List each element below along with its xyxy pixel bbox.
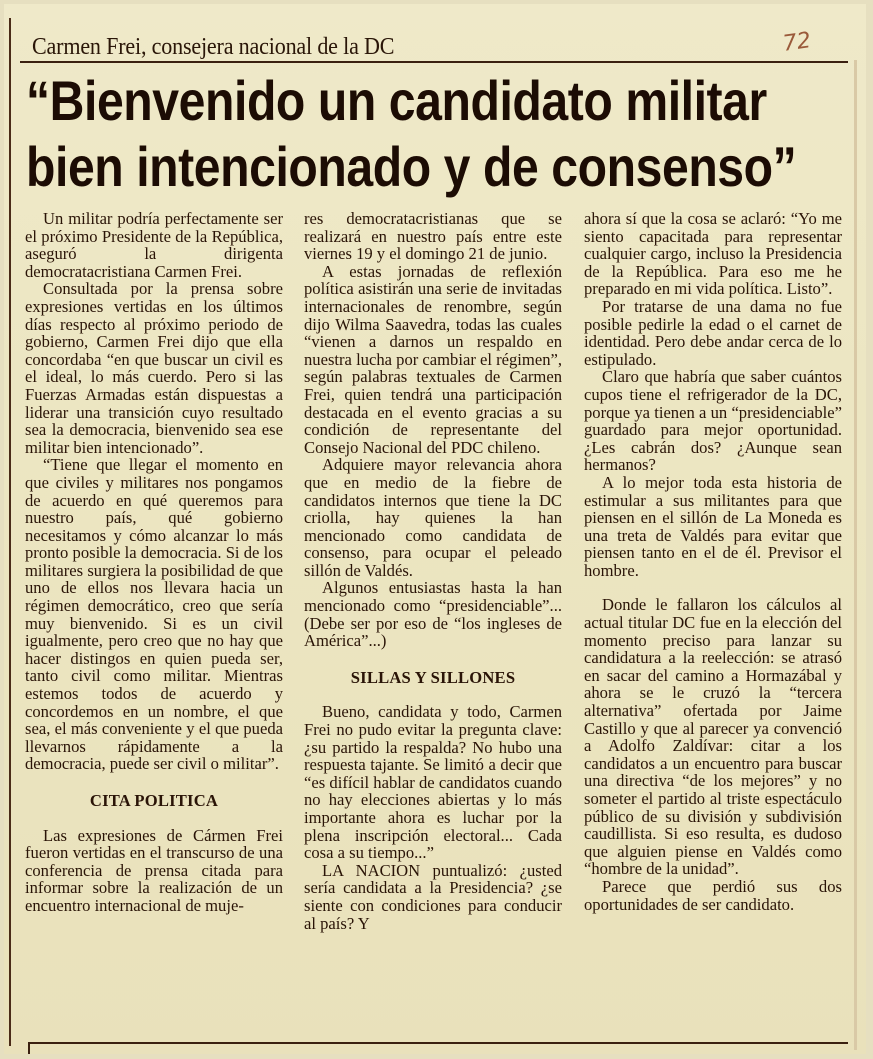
article-column-2: [304, 210, 562, 932]
paragraph: Bueno, candidata y todo, Carmen Frei no pudo evitar la pregunta clave: ¿su partido la respalda? No hubo una respuesta tajante. Se limitó a decir que “es difícil hablar de candidatos cuando no hay elecciones abiertas y lo más importante ahora es luchar por la plena inscripción electoral... Cada cosa a su tiempo...”: [304, 702, 562, 863]
paragraph: Claro que habría que saber cuántos cupos tiene el refrigerador de la DC, porque ya tienen a un “presidenciable” guardado para mejor oportunidad. ¿Les cabrán dos? ¿Aunque sean hermanos?: [584, 367, 842, 475]
headline-line-1: “Bienvenido un candidato militar: [26, 69, 767, 132]
paragraph: Un militar podría perfectamente ser el próximo Presidente de la República, aseguró la dirigenta democratacristiana Carmen Frei.: [25, 209, 283, 281]
paragraph: A lo mejor toda esta historia de estimular a sus militantes para que piensen en el sillón de La Moneda es una treta de Valdés para evitar que piensen tanto en el de él. Previsor el hombre.: [584, 472, 842, 580]
paragraph-continuation: ahora sí que la cosa se aclaró: “Yo me siento capacitada para representar cualquier cargo, incluso la Presidencia de la República. Para eso me he preparado en mi vida política. Listo”.: [584, 209, 842, 299]
article-column-3: [584, 210, 842, 913]
left-border-rule: [9, 18, 11, 1046]
handwritten-page-mark: 72: [781, 28, 813, 57]
paragraph: Por tratarse de una dama no fue posible pedirle la edad o el carnet de identidad. Pero debe andar cerca de lo estipulado.: [584, 296, 842, 369]
paragraph: Donde le fallaron los cálculos al actual titular DC fue en la elección del momento preciso para lanzar su candidatura a la reelección: se atrasó en sacar del camino a Hormazábal y ahora se le cruzó la “tercera alternativa” ofertada por Jaime Castillo y que al parecer ya convenció a Adolfo Zaldívar: citar a los candidatos a un encuentro para buscar una directiva “de los mejores” y no someter el partido al triste espectáculo público de su división y subdivisión caudillista. Si eso resulta, es dudoso que alguien piense en Valdés como “hombre de la unidad”.: [584, 595, 842, 879]
paragraph: Parece que perdió sus dos oportunidades de ser candidato.: [584, 876, 842, 914]
headline: [26, 68, 796, 200]
kicker-rule: [20, 61, 848, 63]
paragraph: A estas jornadas de reflexión política asistirán una serie de invitadas internacionales de renombre, según dijo Wilma Saavedra, todas las cuales “vienen a darnos un respaldo en nuestra lucha por cambiar el régimen”, según palabras textuales de Carmen Frei, quien tendrá una participación destacada en el evento gracias a su condición de representante del Consejo Nacional del PDC chileno.: [304, 261, 563, 457]
subhead-cita-politica: CITA POLITICA: [89, 791, 219, 810]
right-paper-edge: [854, 60, 857, 1050]
subhead-sillas-y-sillones: SILLAS Y SILLONES: [350, 667, 516, 687]
paragraph-break: [584, 579, 842, 596]
paragraph-continuation: res democratacristianas que se realizará en nuestro país entre este viernes 19 y el domingo 21 de junio.: [304, 209, 562, 264]
bottom-rule: [28, 1042, 848, 1044]
article-column-1: [25, 210, 283, 915]
paragraph: LA NACION puntualizó: ¿usted sería candidata a la Presidencia? ¿se siente con condiciones para conducir al país? Y: [304, 860, 562, 933]
paragraph: Las expresiones de Cármen Frei fueron vertidas en el transcurso de una conferencia de prensa citada para informar sobre la realización de un encuentro internacional de muje-: [25, 825, 283, 915]
paragraph: “Tiene que llegar el momento en que civiles y militares nos pongamos de acuerdo en qué queremos para nuestro país, qué gobierno necesitamos y cómo alcanzar lo más pronto posible la democracia. Si de los militares surgiera la posibilidad de que uno de ellos nos llevara hacia un régimen democrático, creo que sería muy bienvenido. Si es un civil igualmente, pero creo que no hay que hacer distingos en quien pueda ser, tanto civil como militar. Mientras estemos todos de acuerdo y concordemos en un nombre, el que sea, el más conveniente y el que pueda llevarnos rápidamente a la democracia, puede ser civil o militar”.: [25, 455, 283, 774]
headline-line-2: bien intencionado y de consenso”: [26, 135, 797, 198]
bottom-corner-tick: [28, 1042, 30, 1054]
paragraph: Consultada por la prensa sobre expresiones vertidas en los últimos días respecto al próximo periodo de gobierno, Carmen Frei dijo que ella concordaba “en que buscar un civil es el ideal, lo más cuerdo. Pero si las Fuerzas Armadas están dispuestas a liderar una transición cuyo resultado sea la democracia, bienvenido sea ese militar bien intencionado”.: [25, 279, 283, 457]
paragraph: Algunos entusiastas hasta la han mencionado como “presidenciable”... (Debe ser por eso de “los ingleses de América”...): [304, 578, 562, 651]
kicker-line: Carmen Frei, consejera nacional de la DC: [32, 34, 395, 60]
paragraph: Adquiere mayor relevancia ahora que en medio de la fiebre de candidatos internos que tiene la DC criolla, hay quienes la han mencionado como candidata de consenso, para ocupar el peleado sillón de Valdés.: [304, 455, 562, 580]
